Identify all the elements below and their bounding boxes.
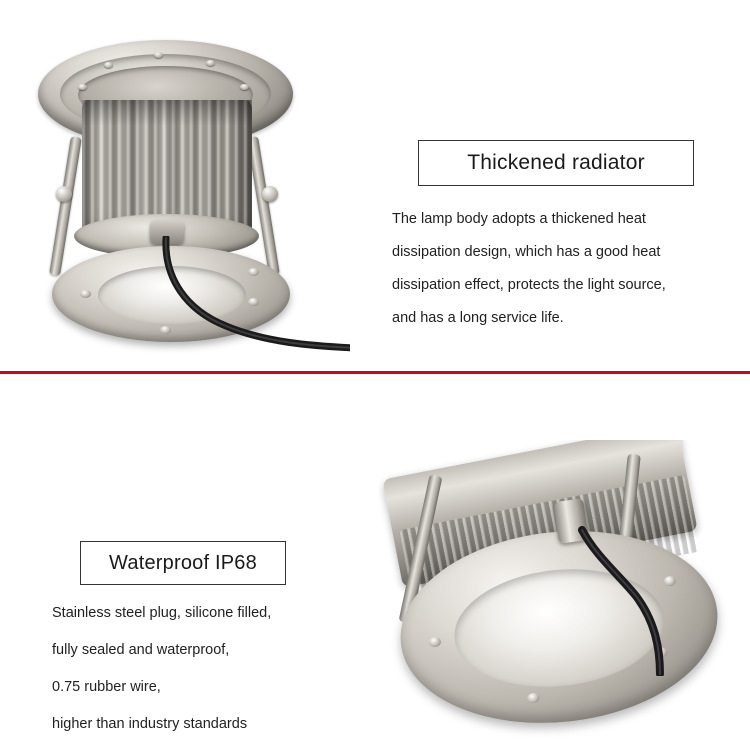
flange-bolt xyxy=(240,84,249,90)
product-photo-radiator xyxy=(10,14,350,362)
plate-bolt xyxy=(80,290,91,298)
flange-bolt xyxy=(154,52,163,58)
body-line: dissipation effect, protects the light source, xyxy=(392,277,666,293)
body-shadow xyxy=(82,100,252,126)
body-line: dissipation design, which has a good heat xyxy=(392,244,661,260)
body-line: fully sealed and waterproof, xyxy=(52,642,230,658)
rubber-wire xyxy=(574,526,750,676)
power-cable xyxy=(160,236,350,356)
plate-bolt xyxy=(527,692,540,703)
body-line: Stainless steel plug, silicone filled, xyxy=(52,605,272,621)
plate-bolt xyxy=(428,636,441,647)
headline-box-radiator xyxy=(418,140,694,186)
body-line: higher than industry standards xyxy=(52,716,248,732)
flange-bolt xyxy=(104,62,113,68)
headline-waterproof: Waterproof IP68 xyxy=(109,551,257,574)
section-waterproof-ip68 xyxy=(0,377,750,750)
flange-bolt xyxy=(78,84,87,90)
body-line: and has a long service life. xyxy=(392,310,564,326)
bracket-knob-right xyxy=(262,186,278,202)
body-copy-waterproof xyxy=(52,595,382,743)
section-thickened-radiator xyxy=(0,0,750,374)
bracket-arm-left xyxy=(49,136,82,276)
headline-radiator: Thickened radiator xyxy=(467,151,645,174)
body-copy-radiator xyxy=(392,203,732,335)
body-line: The lamp body adopts a thickened heat xyxy=(392,211,646,227)
product-photo-waterproof xyxy=(378,440,750,740)
headline-box-waterproof xyxy=(80,541,286,585)
bracket-knob-left xyxy=(56,186,72,202)
flange-bolt xyxy=(206,60,215,66)
body-line: 0.75 rubber wire, xyxy=(52,679,161,695)
